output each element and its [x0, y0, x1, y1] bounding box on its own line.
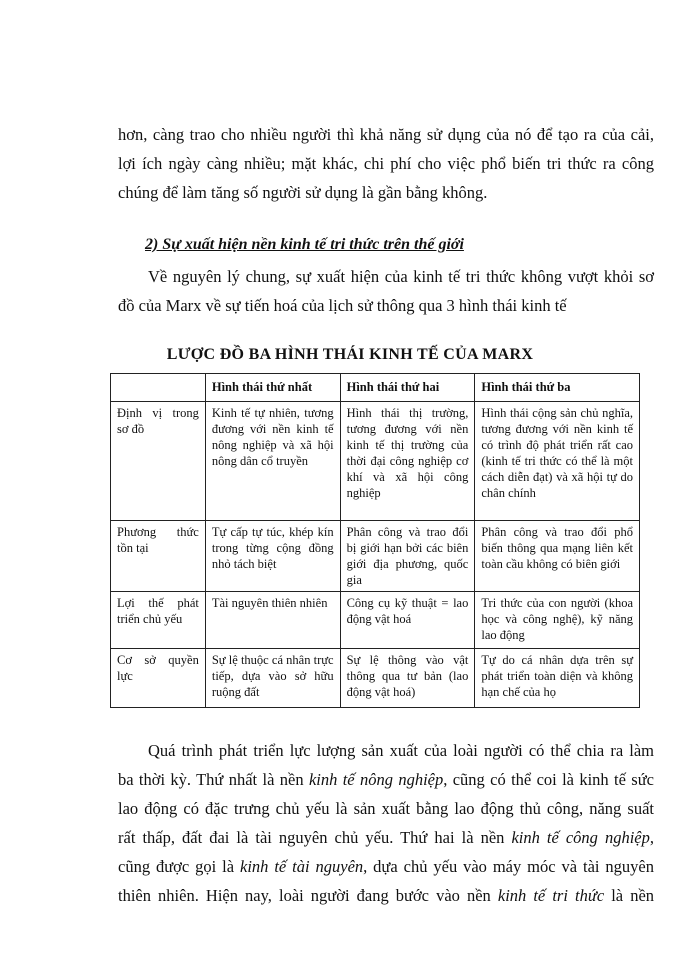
section-heading: 2) Sự xuất hiện nền kinh tế tri thức trên thế giới	[145, 236, 464, 253]
table-title: LƯỢC ĐỒ BA HÌNH THÁI KINH TẾ CỦA MARX	[166, 346, 534, 363]
text-run: rất thấp, đất đai là tài nguyên chủ yếu. Thứ hai là nền	[118, 828, 505, 847]
text-run: cũng được gọi là	[118, 857, 235, 876]
table-cell: Tự cấp tự túc, khép kín trong từng cộng đồng nhỏ tách biệt	[205, 521, 340, 592]
emphasis: kinh tế tài nguyên	[240, 857, 364, 876]
table-row	[111, 592, 640, 649]
table-cell: Hình thái cộng sản chủ nghĩa, tương đương với nền kinh tế có trình độ phát triển rất cao (kinh tế tri thức có thể là một cách diễn đạt) và xã hội tự do chân chính	[475, 402, 640, 521]
text-run: , dựa chủ yếu vào máy móc và tài nguyên	[363, 857, 654, 876]
row-label: Cơ sở quyền lực	[111, 649, 206, 708]
table-row	[111, 402, 640, 521]
text-line: chúng để làm tăng số người sử dụng là gần bằng không.	[118, 183, 488, 202]
text-line	[118, 881, 654, 910]
text-line: lao động có đặc trưng chủ yếu là sản xuất bằng lao động thủ công, năng suất	[118, 799, 654, 818]
text-line: lợi ích ngày càng nhiều; mặt khác, chi phí cho việc phổ biến tri thức ra công	[118, 154, 654, 173]
text-line	[118, 765, 654, 794]
emphasis: kinh tế nông nghiệp	[308, 770, 444, 789]
section-paragraph	[118, 262, 654, 320]
text-line: Về nguyên lý chung, sự xuất hiện của kinh tế tri thức không vượt khỏi sơ	[148, 267, 654, 286]
table-row	[111, 521, 640, 592]
header-cell: Hình thái thứ nhất	[205, 374, 340, 402]
header-cell: Hình thái thứ hai	[340, 374, 475, 402]
text-run: thiên nhiên. Hiện nay, loài người đang bước vào nền	[118, 886, 491, 905]
table-header-row	[111, 374, 640, 402]
text-run: , cũng có thể coi là kinh tế sức	[443, 770, 654, 789]
table-cell: Phân công và trao đổi phổ biến thông qua mạng liên kết toàn cầu không có biên giới	[475, 521, 640, 592]
table-cell: Sự lệ thông vào vật thông qua tư bản (lao động vật hoá)	[340, 649, 475, 708]
table-cell: Tự do cá nhân dựa trên sự phát triển toàn diện và không hạn chế của họ	[475, 649, 640, 708]
row-label: Phương thức tồn tại	[111, 521, 206, 592]
table-cell: Sự lệ thuộc cá nhân trực tiếp, dựa vào sở hữu ruộng đất	[205, 649, 340, 708]
header-cell: Hình thái thứ ba	[475, 374, 640, 402]
table-cell: Tri thức của con người (khoa học và công nghệ), kỹ năng lao động	[475, 592, 640, 649]
table-cell: Kinh tế tự nhiên, tương đương với nền kinh tế nông nghiệp và xã hội nông dân cổ truyền	[205, 402, 340, 521]
text-line: Quá trình phát triển lực lượng sản xuất của loài người có thể chia ra làm	[148, 741, 654, 760]
table-cell: Phân công và trao đổi bị giới hạn bởi các biên giới địa phương, quốc gia	[340, 521, 475, 592]
row-label: Định vị trong sơ đồ	[111, 402, 206, 521]
table-row	[111, 649, 640, 708]
text-line: hơn, càng trao cho nhiều người thì khả năng sử dụng của nó để tạo ra của cải,	[118, 125, 654, 144]
emphasis: kinh tế tri thức	[497, 886, 605, 905]
emphasis: kinh tế công nghiệp	[511, 828, 650, 847]
marx-table	[110, 373, 640, 708]
text-run: là nền	[611, 886, 655, 905]
text-line	[118, 823, 654, 852]
table-cell: Công cụ kỹ thuật = lao động vật hoá	[340, 592, 475, 649]
table-cell: Tài nguyên thiên nhiên	[205, 592, 340, 649]
text-run: ,	[649, 828, 655, 847]
row-label: Lợi thế phát triển chủ yếu	[111, 592, 206, 649]
text-line: đồ của Marx về sự tiến hoá của lịch sử thông qua 3 hình thái kinh tế	[118, 296, 567, 315]
table-cell: Hình thái thị trường, tương đương với nền kinh tế thị trường của thời đại công nghiệp cơ khí và xã hội công nghiệp	[340, 402, 475, 521]
header-cell	[111, 374, 206, 402]
text-line	[118, 852, 654, 881]
closing-paragraph	[118, 736, 654, 910]
text-run: ba thời kỳ. Thứ nhất là nền	[118, 770, 304, 789]
intro-paragraph	[118, 120, 654, 207]
